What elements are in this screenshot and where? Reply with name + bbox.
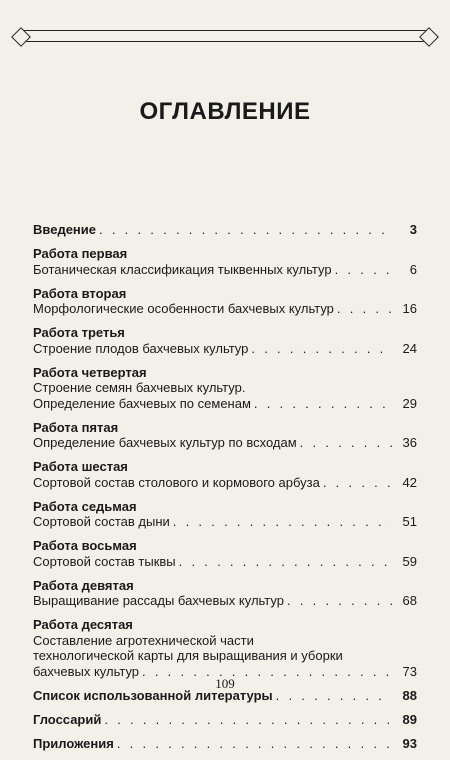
toc-entry-row [33, 301, 417, 317]
decorative-rule [22, 30, 428, 42]
toc-entry-title: Ботаническая классификация тыквенных культур [33, 261, 332, 277]
toc-entry-row [33, 475, 417, 491]
toc-entry-title: Строение плодов бахчевых культур [33, 340, 249, 356]
toc-entry-heading: Работа девятая [33, 577, 134, 593]
toc-entry-heading: Работа вторая [33, 285, 127, 301]
toc-entry-heading: Работа третья [33, 325, 125, 340]
dot-leader [300, 435, 392, 451]
toc-entry-row [33, 554, 417, 570]
toc-entry-heading: Работа седьмая [33, 498, 137, 514]
toc-entry [33, 365, 417, 412]
toc-entry-heading: Работа пятая [33, 419, 119, 435]
toc-entry-page: 16 [402, 301, 417, 316]
dot-leader [251, 341, 392, 357]
dot-leader [287, 593, 392, 609]
toc-entry-page: 24 [402, 340, 417, 356]
toc-entry [33, 499, 417, 530]
toc-entry-row [33, 262, 417, 278]
toc-entry-heading: Работа четвертая [33, 364, 147, 380]
toc-entry-page: 42 [402, 474, 417, 490]
toc-entry-page: 73 [402, 663, 417, 679]
toc-entry [33, 286, 417, 317]
toc-entry-line: Строение семян бахчевых культур. [33, 380, 246, 395]
toc-entry-title: бахчевых культур [33, 663, 140, 679]
toc-entry-page: 89 [402, 711, 417, 727]
toc-entry-heading: Работа восьмая [33, 538, 137, 553]
dot-leader [335, 262, 392, 278]
toc-entry-page: 3 [409, 222, 417, 237]
toc-entry-row [33, 736, 417, 752]
toc-entry-line: Составление агротехнической части [33, 632, 254, 648]
toc-entry-row [33, 712, 417, 728]
toc-entry-row [33, 222, 417, 238]
toc-entry-page: 29 [402, 395, 417, 411]
toc-entry-line: технологической карты для выращивания и уборки [33, 648, 343, 663]
toc-entry-page: 51 [402, 514, 417, 529]
toc-entry-page: 59 [402, 553, 417, 569]
toc-entry [33, 222, 417, 238]
toc-entry-title: Выращивание рассады бахчевых культур [33, 593, 284, 608]
toc-entry-page: 68 [402, 593, 417, 608]
toc-entry-row [33, 341, 417, 357]
toc-entry-row [33, 435, 417, 451]
toc-entry-title: Приложения [33, 735, 114, 751]
toc-entry-title: Сортовой состав столового и кормового арбуза [33, 474, 320, 490]
toc-entry-title: Глоссарий [33, 711, 102, 727]
page-number: 109 [215, 676, 235, 691]
dot-leader [173, 514, 392, 530]
toc-entry-row [33, 593, 417, 609]
toc-entry-page: 88 [402, 687, 417, 703]
toc-entry-page: 93 [402, 735, 417, 751]
toc-entry-page: 36 [402, 435, 417, 450]
toc-entry-title: Определение бахчевых по семенам [33, 395, 251, 411]
toc-entry-row [33, 396, 417, 412]
toc-entry-title: Список использованной литературы [33, 687, 273, 703]
toc-entry-heading: Работа шестая [33, 459, 128, 474]
toc-entry [33, 712, 417, 728]
dot-leader [104, 712, 392, 728]
toc-entry-title: Сортовой состав тыквы [33, 553, 176, 569]
dot-leader [254, 396, 392, 412]
toc-entry [33, 617, 417, 679]
dot-leader [323, 475, 392, 491]
dot-leader [179, 554, 392, 570]
toc-entry-title: Морфологические особенности бахчевых культур [33, 301, 334, 316]
dot-leader [117, 736, 392, 752]
page-title: ОГЛАВЛЕНИЕ [139, 98, 311, 125]
toc-entry [33, 246, 417, 277]
toc-entry-title: Введение [33, 222, 96, 237]
toc-entry-row [33, 514, 417, 530]
toc-entry-page: 6 [409, 261, 417, 277]
toc-entry-heading: Работа десятая [33, 617, 133, 632]
dot-leader [99, 222, 392, 238]
toc-entry [33, 325, 417, 356]
toc-entry [33, 538, 417, 569]
toc-entry [33, 420, 417, 451]
toc-entry [33, 736, 417, 752]
toc-entry [33, 578, 417, 609]
toc-entry-title: Сортовой состав дыни [33, 514, 170, 529]
toc-entry [33, 459, 417, 490]
toc-entry-heading: Работа первая [33, 246, 128, 261]
dot-leader [337, 301, 392, 317]
toc-entry-title: Определение бахчевых культур по всходам [33, 435, 297, 450]
